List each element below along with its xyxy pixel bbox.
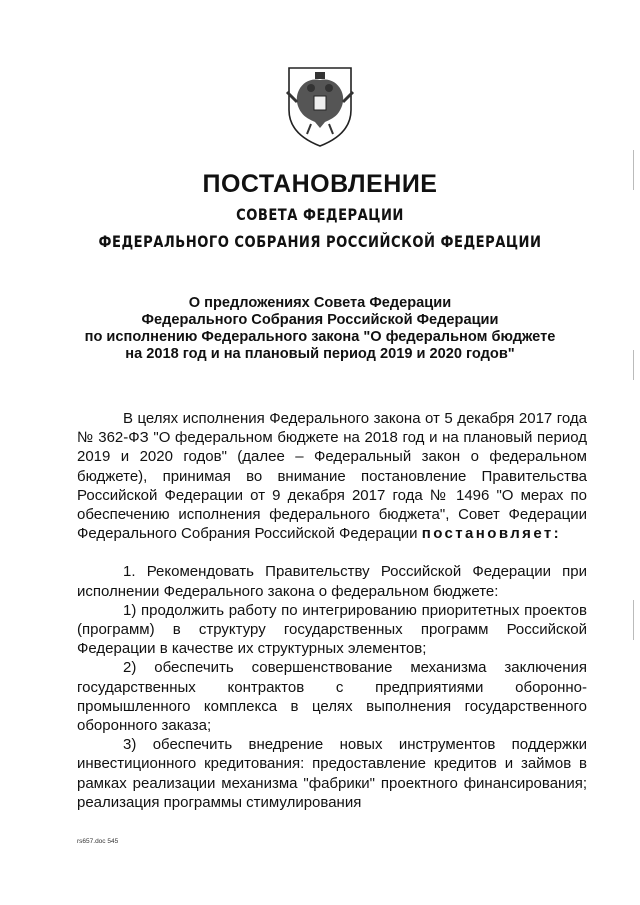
document-title: ПОСТАНОВЛЕНИЕ <box>202 170 438 198</box>
decree-word: постановляет: <box>421 525 562 543</box>
scan-edge-mark <box>633 350 634 380</box>
file-code: rs657.doc 545 <box>77 838 119 845</box>
preamble-text: В целях исполнения Федерального закона от 5 декабря 2017 года № 362-ФЗ "О федеральном бюджете на 2018 год и на плановый период 2019 и 2020 годов" (далее – Федеральный закон о федеральном бюджете), принимая во внимание постановление Правительства Российской Федерации от 9 декабря 2017 года № 1496 "О мерах по обеспечению исполнения федерального бюджета", Совет Федерации Федерального Собрания Российской Федерации <box>77 410 587 543</box>
subitem-1-paragraph: 1) продолжить работу по интегрированию приоритетных проектов (программ) в структуру государственных программ Российской Федерации в качестве их структурных элементов; <box>77 601 587 658</box>
subject-line: О предложениях Совета Федерации <box>188 295 452 311</box>
issuer-line-2: ФЕДЕРАЛЬНОГО СОБРАНИЯ РОССИЙСКОЙ ФЕДЕРАЦИИ <box>98 232 542 251</box>
scan-edge-mark <box>633 150 634 190</box>
subject-line: Федерального Собрания Российской Федерации <box>141 312 499 328</box>
document-body <box>77 409 587 812</box>
scan-edge-mark <box>633 600 634 640</box>
document-subject <box>40 295 600 363</box>
issuer-line-1: СОВЕТА ФЕДЕРАЦИИ <box>236 205 404 224</box>
subject-line: на 2018 год и на плановый период 2019 и 2020 годов" <box>125 346 515 362</box>
subitem-3-paragraph: 3) обеспечить внедрение новых инструментов поддержки инвестиционного кредитования: предоставление кредитов и займов в рамках реализации механизма "фабрики" проектного финансирования; реализация программы стимулирования <box>77 736 587 811</box>
subitem-2-paragraph: 2) обеспечить совершенствование механизма заключения государственных контрактов с предприятиями оборонно-промышленного комплекса в целях выполнения государственного оборонного заказа; <box>77 659 587 735</box>
subject-line: по исполнению Федерального закона "О федеральном бюджете <box>84 329 556 345</box>
item-1-paragraph: 1. Рекомендовать Правительству Российской Федерации при исполнении Федерального закона о федеральном бюджете: <box>77 563 587 600</box>
preamble-paragraph <box>77 409 587 543</box>
coat-of-arms-icon <box>281 62 359 148</box>
